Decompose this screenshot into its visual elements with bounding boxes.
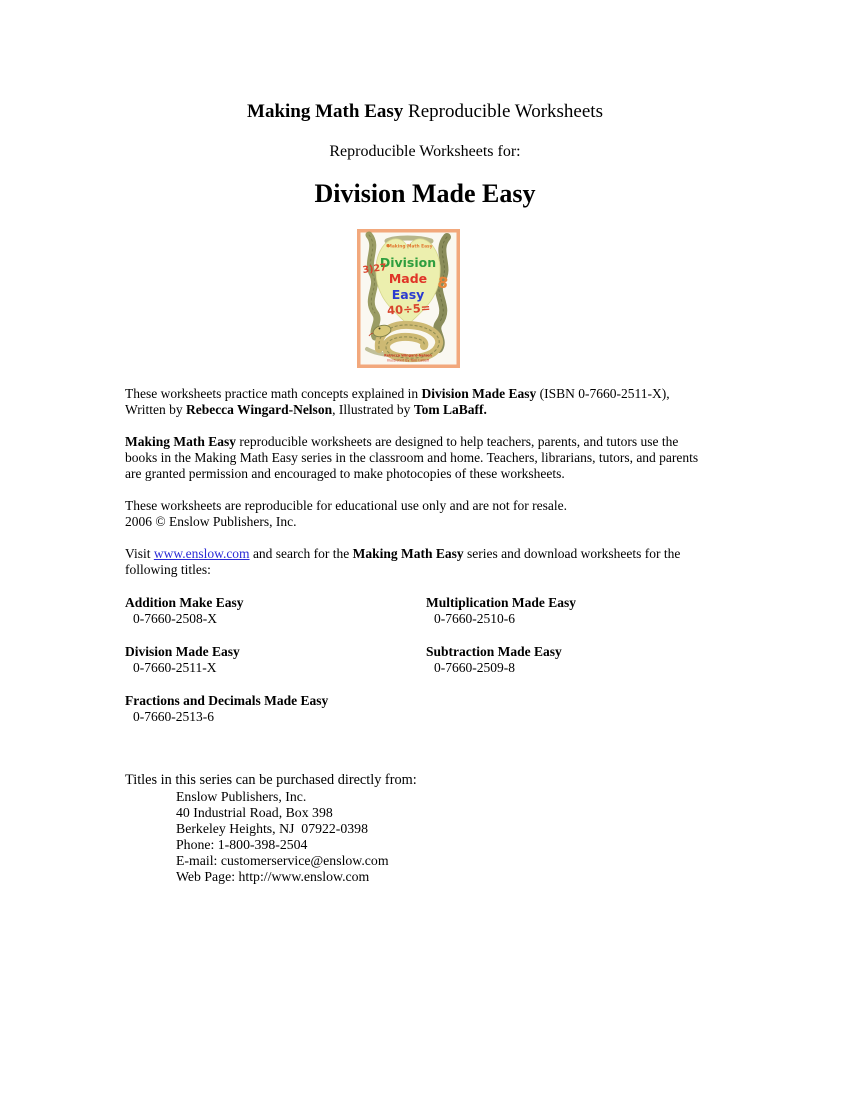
title-name: Addition Make Easy — [125, 595, 244, 610]
title-entry-division — [125, 644, 240, 676]
page-title: Division Made Easy — [314, 179, 536, 208]
visit-text2: and search for the — [249, 546, 353, 561]
usage-line1: reproducible worksheets are designed to help teachers, parents, and tutors use the — [236, 434, 679, 449]
series-header — [0, 102, 850, 121]
cover-title-easy: Easy — [391, 287, 425, 302]
cover-credit-author: Rebecca Wingard-Nelson — [384, 353, 432, 358]
address-street: 40 Industrial Road, Box 398 — [176, 805, 333, 820]
title-entry-addition — [125, 595, 244, 627]
copyright-line: 2006 © Enslow Publishers, Inc. — [125, 514, 297, 529]
address-phone: Phone: 1-800-398-2504 — [176, 837, 308, 852]
copyright-paragraph — [125, 498, 765, 530]
title-entry-fractions — [125, 693, 328, 725]
visit-series-name: Making Math Easy — [352, 546, 464, 561]
title-isbn: 0-7660-2511-X — [133, 660, 217, 675]
title-entry-subtraction — [426, 644, 562, 676]
intro-author: Rebecca Wingard-Nelson — [185, 402, 333, 417]
intro-isbn: (ISBN 0-7660-2511-X), — [536, 386, 670, 401]
equation-doodle: 40÷5= — [386, 300, 431, 318]
intro-illustrator: Tom LaBaff. — [413, 402, 487, 417]
snake-eye — [379, 328, 381, 330]
publisher-address-block — [176, 789, 389, 885]
book-cover-image — [357, 229, 460, 368]
intro-illustrated-by: , Illustrated by — [332, 402, 414, 417]
book-cover-art — [357, 229, 460, 368]
resale-notice: These worksheets are reproducible for educational use only and are not for resale. — [125, 498, 567, 513]
intro-book-title: Division Made Easy — [421, 386, 537, 401]
address-city: Berkeley Heights, NJ 07922-0398 — [176, 821, 368, 836]
purchase-intro: Titles in this series can be purchased directly from: — [125, 772, 417, 788]
title-entry-multiplication — [426, 595, 576, 627]
title-isbn: 0-7660-2509-8 — [434, 660, 515, 675]
usage-series-name: Making Math Easy — [125, 434, 237, 449]
address-webpage: Web Page: http://www.enslow.com — [176, 869, 370, 884]
visit-text: Visit — [125, 546, 154, 561]
enslow-link[interactable]: www.enslow.com — [153, 546, 250, 561]
title-name: Subtraction Made Easy — [426, 644, 562, 659]
visit-text3: series and download worksheets for the — [463, 546, 681, 561]
title-isbn: 0-7660-2510-6 — [434, 611, 515, 626]
title-name: Division Made Easy — [125, 644, 240, 659]
intro-paragraph — [125, 386, 765, 418]
series-header-bold: Making Math Easy — [247, 101, 404, 122]
visit-text4: following titles: — [125, 562, 211, 577]
cover-series-label: Making Math Easy — [387, 244, 433, 250]
visit-paragraph — [125, 546, 765, 578]
title-isbn: 0-7660-2508-X — [133, 611, 217, 626]
intro-written-by: Written by — [125, 402, 186, 417]
address-publisher: Enslow Publishers, Inc. — [176, 789, 307, 804]
address-email: E-mail: customerservice@enslow.com — [176, 853, 389, 868]
intro-text: These worksheets practice math concepts explained in — [125, 386, 422, 401]
usage-line2: books in the Making Math Easy series in the classroom and home. Teachers, librarians, tutors, and parents — [125, 450, 699, 465]
series-header-rest: Reproducible Worksheets — [403, 101, 603, 122]
cover-title-division: Division — [379, 255, 437, 270]
usage-paragraph — [125, 434, 765, 482]
cover-title-made: Made — [388, 271, 428, 286]
title-isbn: 0-7660-2513-6 — [133, 709, 214, 724]
title-name: Fractions and Decimals Made Easy — [125, 693, 329, 708]
title-name: Multiplication Made Easy — [426, 595, 577, 610]
division-problem-doodle: 3)27 — [362, 262, 388, 276]
numeral-doodle: 8 — [436, 273, 450, 293]
cover-credit-illustrator: Illustrated by Tom LaBaff — [386, 358, 430, 363]
usage-line3: are granted permission and encouraged to make photocopies of these worksheets. — [125, 466, 565, 481]
subtitle: Reproducible Worksheets for: — [329, 143, 521, 160]
